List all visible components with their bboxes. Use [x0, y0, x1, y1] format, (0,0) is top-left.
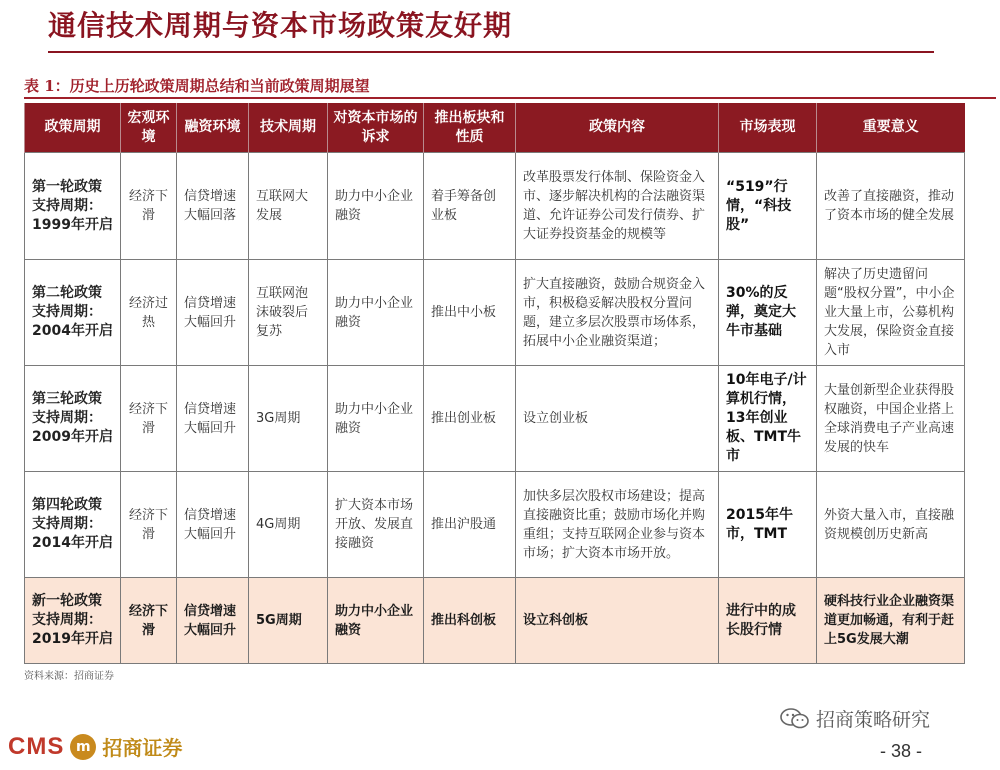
table-cell: 外资大量入市，直接融资规模创历史新高	[817, 472, 965, 578]
table-cell: 5G周期	[249, 578, 328, 664]
table-cell: 硬科技行业企业融资渠道更加畅通，有利于赶上5G发展大潮	[817, 578, 965, 664]
header-cell: 政策周期	[25, 103, 121, 153]
header-cell: 市场表现	[719, 103, 817, 153]
table-cell: 10年电子/计算机行情，13年创业板、TMT牛市	[719, 366, 817, 472]
table-row	[25, 366, 965, 472]
table-cell: 4G周期	[249, 472, 328, 578]
table-cell: 进行中的成长股行情	[719, 578, 817, 664]
table-cell: 信贷增速大幅回升	[177, 366, 249, 472]
table-cell: 推出科创板	[424, 578, 516, 664]
table-cell: 经济下滑	[121, 472, 177, 578]
table-cell: 改革股票发行体制、保险资金入市、逐步解决机构的合法融资渠道、允许证券公司发行债券、扩大证券投资基金的规模等	[516, 153, 719, 260]
wechat-account	[780, 705, 930, 732]
table-cell: 30%的反弹，奠定大牛市基础	[719, 260, 817, 366]
table-row	[25, 472, 965, 578]
table-cell: 大量创新型企业获得股权融资，中国企业搭上全球消费电子产业高速发展的快车	[817, 366, 965, 472]
table-cell: 助力中小企业融资	[328, 260, 424, 366]
caption-divider	[24, 97, 996, 99]
table-row	[25, 260, 965, 366]
table-cell: 助力中小企业融资	[328, 153, 424, 260]
table-cell: 2015年牛市，TMT	[719, 472, 817, 578]
table-cell: 第二轮政策支持周期：2004年开启	[25, 260, 121, 366]
header-cell: 推出板块和性质	[424, 103, 516, 153]
table-cell: 经济下滑	[121, 366, 177, 472]
wechat-account-name: 招商策略研究	[816, 709, 931, 731]
table-cell: 信贷增速大幅回升	[177, 578, 249, 664]
cms-logo-text: CMS	[8, 732, 65, 760]
table-cell: 经济过热	[121, 260, 177, 366]
table-cell: 助力中小企业融资	[328, 578, 424, 664]
table-cell: 设立科创板	[516, 578, 719, 664]
table-cell: 第三轮政策支持周期：2009年开启	[25, 366, 121, 472]
table-cell: 第一轮政策支持周期：1999年开启	[25, 153, 121, 260]
brand-name: 招商证券	[102, 736, 183, 760]
table-row-highlight	[25, 578, 965, 664]
header-cell: 融资环境	[177, 103, 249, 153]
page-number: - 38 -	[880, 741, 923, 761]
table-cell: 互联网大发展	[249, 153, 328, 260]
header-cell: 对资本市场的诉求	[328, 103, 424, 153]
header-cell: 政策内容	[516, 103, 719, 153]
table-cell: 信贷增速大幅回升	[177, 260, 249, 366]
title-divider	[48, 51, 934, 53]
table-cell: 着手筹备创业板	[424, 153, 516, 260]
table-cell: “519”行情，“科技股”	[719, 153, 817, 260]
table-header-row	[25, 103, 965, 153]
table-cell: 推出创业板	[424, 366, 516, 472]
table-cell: 扩大资本市场开放、发展直接融资	[328, 472, 424, 578]
cms-mark-icon: m	[70, 734, 96, 760]
header-cell: 宏观环境	[121, 103, 177, 153]
company-logo	[8, 732, 182, 761]
table-cell: 推出中小板	[424, 260, 516, 366]
table-cell: 推出沪股通	[424, 472, 516, 578]
table-row	[25, 153, 965, 260]
header-cell: 技术周期	[249, 103, 328, 153]
table-cell: 信贷增速大幅回升	[177, 472, 249, 578]
header-cell: 重要意义	[817, 103, 965, 153]
table-cell: 互联网泡沫破裂后复苏	[249, 260, 328, 366]
table-cell: 第四轮政策支持周期：2014年开启	[25, 472, 121, 578]
table-cell: 设立创业板	[516, 366, 719, 472]
table-cell: 解决了历史遗留问题“股权分置”，中小企业大量上市，公募机构大发展，保险资金直接入市	[817, 260, 965, 366]
table-cell: 信贷增速大幅回落	[177, 153, 249, 260]
policy-cycle-table	[24, 103, 965, 664]
table-cell: 经济下滑	[121, 578, 177, 664]
table-cell: 加快多层次股权市场建设；提高直接融资比重；鼓励市场化并购重组；支持互联网企业参与资本市场；扩大资本市场开放。	[516, 472, 719, 578]
table-cell: 扩大直接融资，鼓励合规资金入市，积极稳妥解决股权分置问题，建立多层次股票市场体系，拓展中小企业融资渠道；	[516, 260, 719, 366]
table-caption: 表 1：历史上历轮政策周期总结和当前政策周期展望	[24, 77, 370, 95]
table-cell: 助力中小企业融资	[328, 366, 424, 472]
source-note: 资料来源：招商证券	[24, 671, 114, 682]
table-cell: 3G周期	[249, 366, 328, 472]
table-cell: 经济下滑	[121, 153, 177, 260]
table-cell: 新一轮政策支持周期：2019年开启	[25, 578, 121, 664]
wechat-icon	[780, 707, 810, 731]
table-cell: 改善了直接融资，推动了资本市场的健全发展	[817, 153, 965, 260]
page-title: 通信技术周期与资本市场政策友好期	[48, 9, 513, 42]
